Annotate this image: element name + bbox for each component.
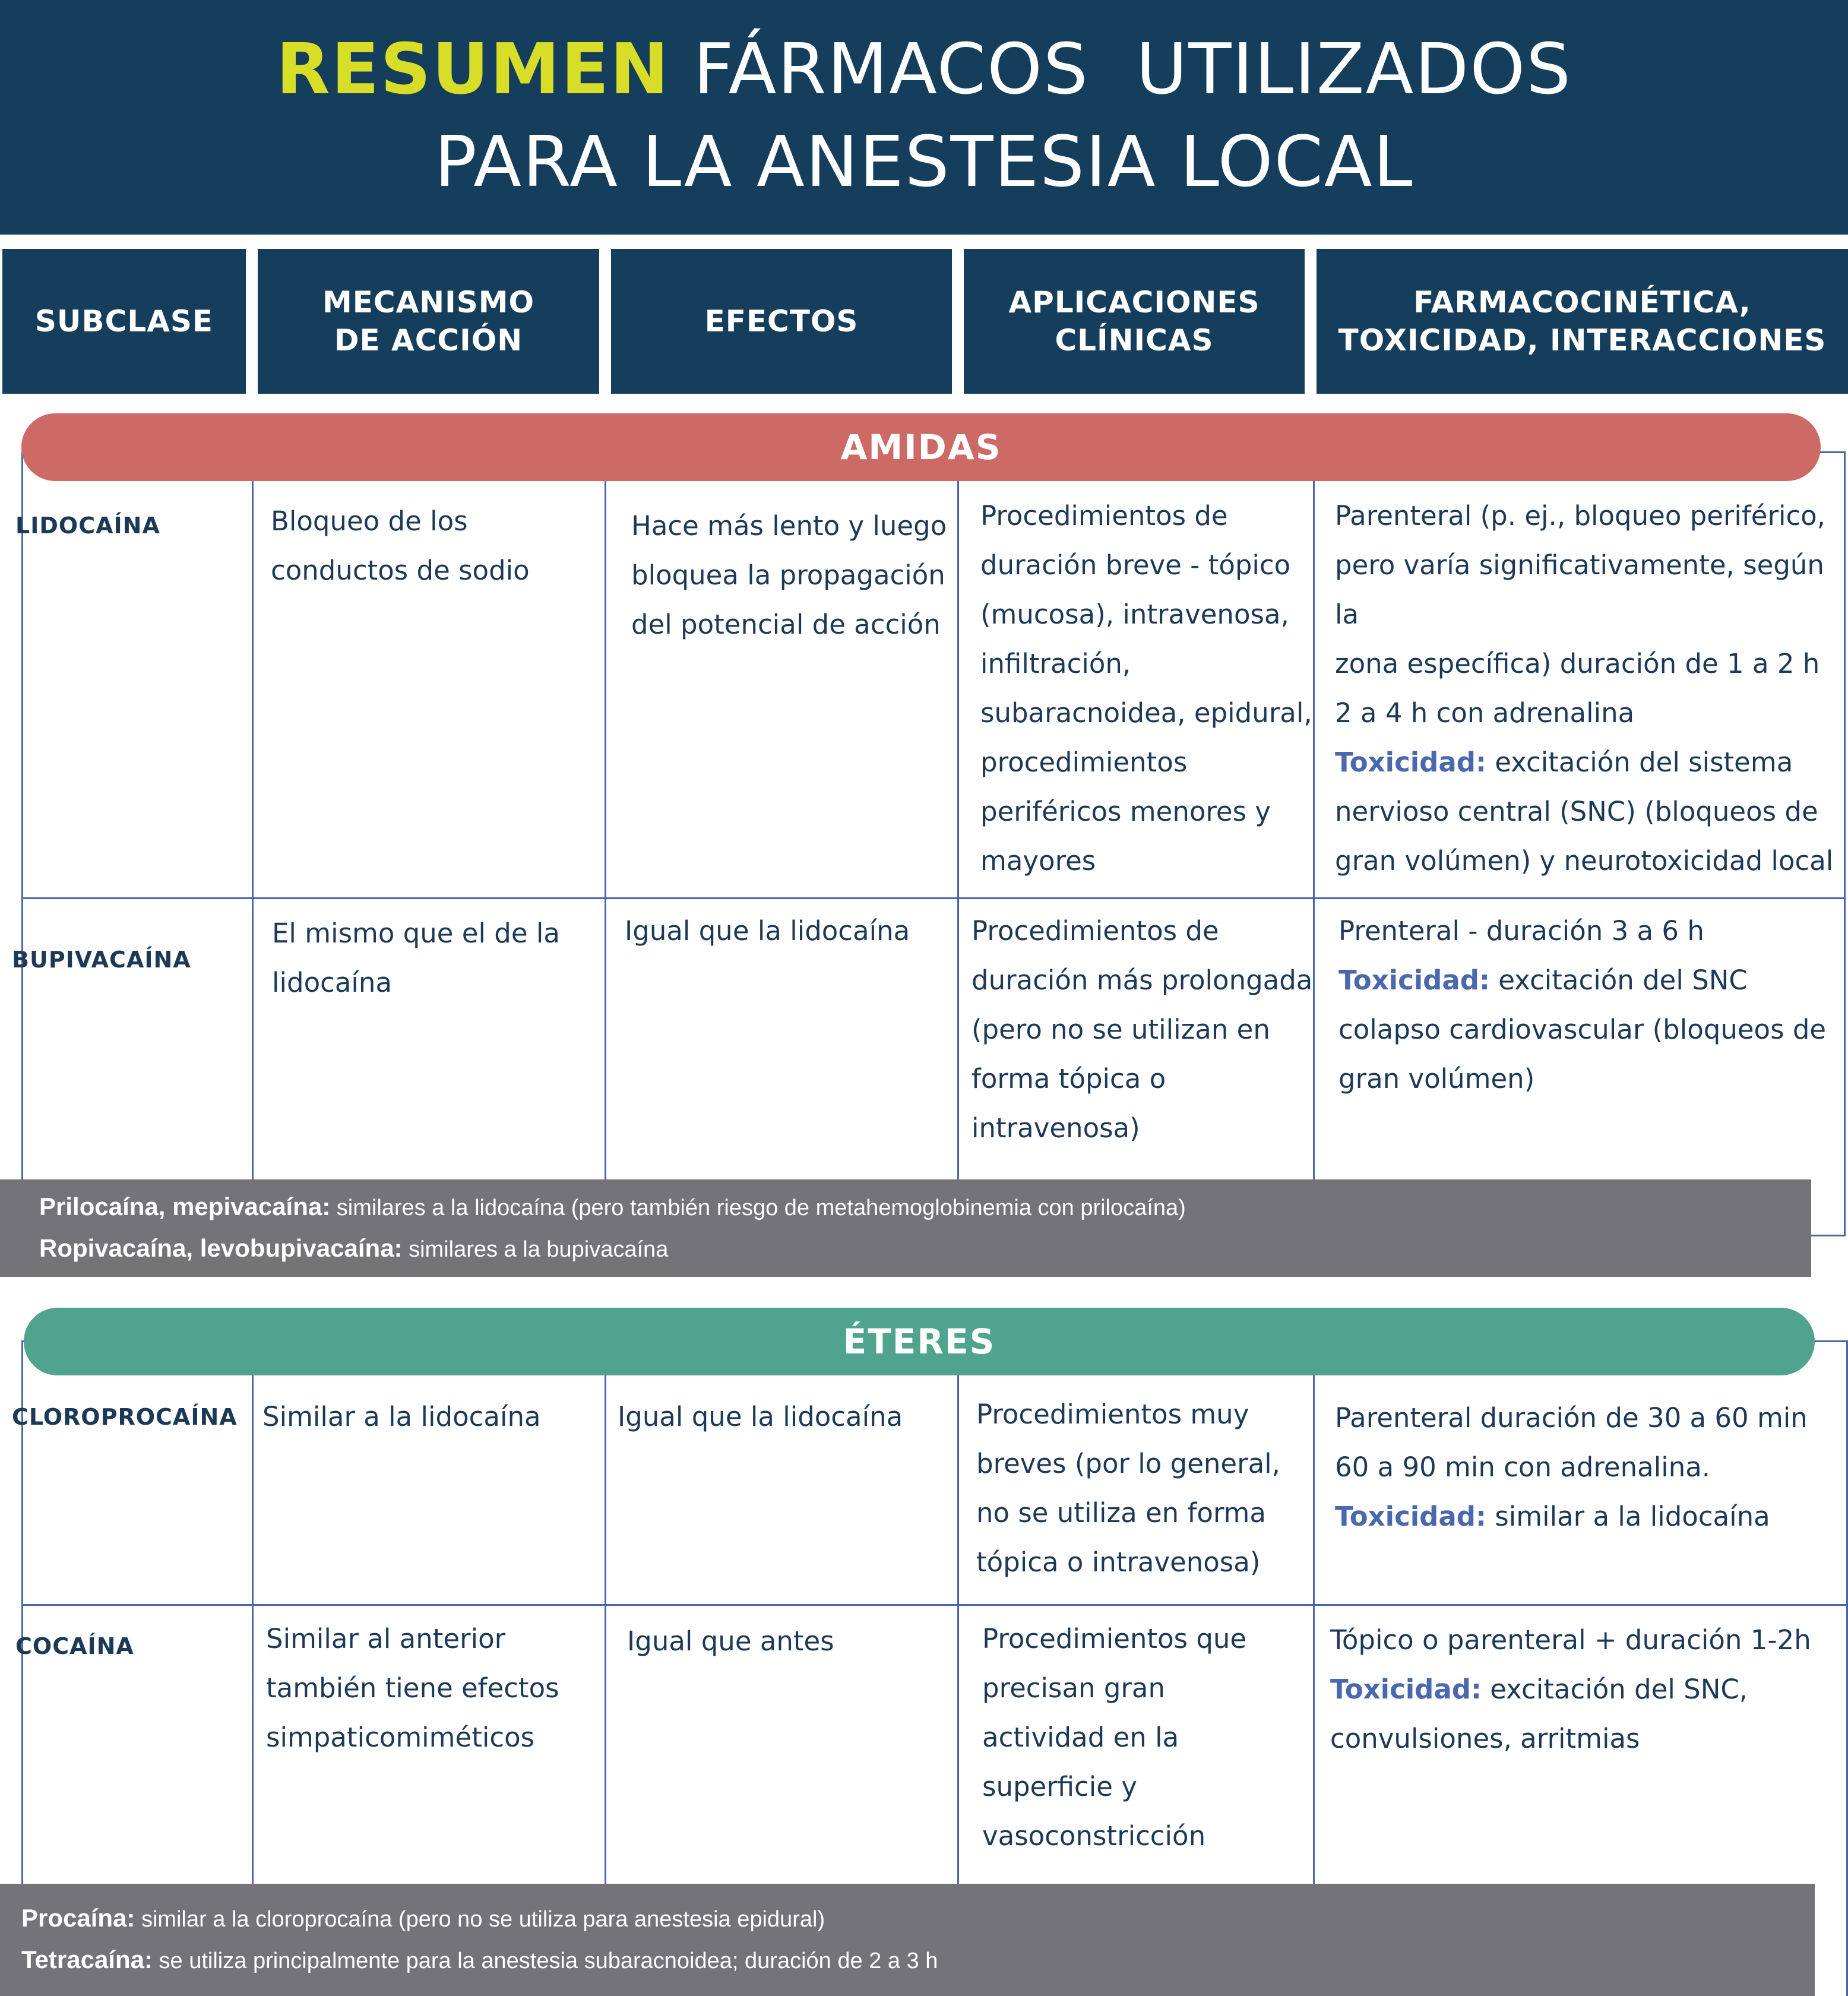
text-line: periféricos menores y	[980, 796, 1271, 827]
text-line: mayores	[980, 845, 1096, 877]
footnote-drug: Ropivacaína, levobupivacaína:	[39, 1234, 403, 1262]
header-efectos	[611, 249, 952, 394]
header-aplicaciones	[964, 249, 1305, 394]
text-line: vasoconstricción	[982, 1820, 1206, 1852]
text-line: nervioso central (SNC) (bloqueos de	[1335, 796, 1818, 827]
text-line: Bloqueo de los	[271, 505, 468, 537]
header-aplicaciones-line-1: APLICACIONES	[1008, 285, 1260, 320]
text-line: Hace más lento y luego	[631, 510, 947, 542]
text-line: Prenteral - duración 3 a 6 h	[1338, 915, 1704, 947]
amidas-divider-2	[605, 479, 606, 1179]
amidas-divider-4	[1313, 479, 1315, 1179]
text-line	[1338, 956, 1826, 1005]
subclase-cloroprocaina: CLOROPROCAÍNA	[12, 1404, 238, 1430]
text-line: simpaticomiméticos	[266, 1722, 535, 1753]
text-line: no se utiliza en forma	[976, 1497, 1266, 1529]
header-farmaco-line-2: TOXICIDAD, INTERACCIONES	[1338, 323, 1827, 358]
footnote-line	[39, 1228, 1811, 1270]
lidocaina-mecanismo	[271, 496, 530, 595]
amidas-row-divider	[21, 897, 1846, 899]
text-line: lidocaína	[272, 967, 393, 998]
text-line: duración breve - tópico	[980, 549, 1291, 581]
text-line: Procedimientos que	[982, 1623, 1247, 1655]
subclase-cocaina: COCAÍNA	[15, 1633, 134, 1659]
eteres-footnote	[0, 1884, 1815, 1996]
text-line: (pero no se utilizan en	[972, 1014, 1270, 1045]
lidocaina-efectos	[631, 501, 947, 649]
toxicidad-text: similar a la lidocaína	[1486, 1501, 1770, 1532]
text-line	[1330, 1665, 1811, 1714]
cloroprocaina-farmacocinetica	[1335, 1393, 1808, 1541]
text-line: subaracnoidea, epidural,	[980, 697, 1312, 729]
text-line: forma tópica o	[972, 1063, 1166, 1095]
text-line: Procedimientos de	[980, 500, 1228, 532]
text-line: 2 a 4 h con adrenalina	[1335, 697, 1635, 729]
footnote-drug: Tetracaína:	[21, 1946, 153, 1973]
footnote-line	[21, 1940, 1815, 1981]
text-line: Similar a la lidocaína	[262, 1401, 541, 1432]
bupivacaina-aplicaciones	[972, 906, 1312, 1153]
toxicidad-text: excitación del sistema	[1486, 746, 1793, 778]
eteres-divider-4	[1313, 1374, 1315, 1884]
footnote-text: similar a la cloroprocaína (pero no se utiliza para anestesia epidural)	[135, 1907, 825, 1932]
text-line: duración más prolongada	[972, 964, 1313, 996]
cloroprocaina-mecanismo	[262, 1392, 541, 1441]
toxicidad-label: Toxicidad:	[1335, 746, 1486, 778]
text-line: actividad en la	[982, 1722, 1179, 1753]
text-line: (mucosa), intravenosa,	[980, 599, 1289, 630]
footnote-line	[39, 1187, 1811, 1228]
eteres-divider-1	[252, 1374, 254, 1884]
header-subclase-label: SUBCLASE	[34, 304, 214, 339]
text-line: El mismo que el de la	[272, 918, 560, 949]
cocaina-efectos	[627, 1617, 834, 1666]
cloroprocaina-efectos	[618, 1392, 903, 1441]
subclase-lidocaina: LIDOCAÍNA	[15, 513, 160, 539]
text-line: Parenteral duración de 30 a 60 min	[1335, 1402, 1808, 1434]
bupivacaina-efectos	[625, 906, 910, 956]
text-line: superficie y	[982, 1771, 1137, 1802]
text-line: intravenosa)	[972, 1112, 1140, 1144]
page-title-line-2: PARA LA ANESTESIA LOCAL	[434, 121, 1414, 203]
amidas-divider-1	[252, 479, 254, 1179]
text-line: Similar al anterior	[266, 1623, 506, 1655]
footnote-text: similares a la lidocaína (pero también riesgo de metahemoglobinemia con prilocaína)	[330, 1195, 1186, 1220]
text-line: convulsiones, arritmias	[1330, 1723, 1640, 1754]
amidas-footnote	[0, 1179, 1811, 1277]
text-line: Igual que antes	[627, 1625, 834, 1657]
text-line: Procedimientos de	[972, 915, 1219, 947]
bupivacaina-mecanismo	[272, 909, 560, 1007]
section-label-amidas: AMIDAS	[21, 413, 1821, 481]
header-farmacocinetica	[1317, 249, 1848, 394]
cocaina-mecanismo	[266, 1614, 559, 1762]
cocaina-aplicaciones	[982, 1614, 1246, 1861]
toxicidad-label: Toxicidad:	[1335, 1501, 1486, 1532]
text-line: pero varía significativamente, según la	[1335, 549, 1824, 630]
title-banner	[0, 0, 1848, 235]
text-line: gran volúmen)	[1338, 1063, 1535, 1095]
eteres-divider-3	[957, 1374, 959, 1884]
text-line: colapso cardiovascular (bloqueos de	[1338, 1014, 1827, 1045]
header-mecanismo-line-1: MECANISMO	[322, 285, 535, 320]
text-line: Igual que la lidocaína	[625, 915, 910, 947]
footnote-drug: Prilocaína, mepivacaína:	[39, 1192, 331, 1220]
subclase-bupivacaina: BUPIVACAÍNA	[12, 947, 191, 973]
cocaina-farmacocinetica	[1330, 1615, 1811, 1763]
text-line: conductos de sodio	[271, 555, 530, 586]
text-line: 60 a 90 min con adrenalina.	[1335, 1451, 1711, 1483]
eteres-row-divider	[21, 1604, 1848, 1606]
footnote-line	[21, 1898, 1815, 1940]
text-line: bloquea la propagación	[631, 559, 945, 591]
text-line: tópica o intravenosa)	[976, 1546, 1261, 1578]
header-mecanismo	[258, 249, 599, 394]
page-title-line-1	[0, 27, 1848, 110]
lidocaina-farmacocinetica	[1335, 491, 1848, 885]
text-line: procedimientos	[980, 746, 1188, 778]
header-efectos-label: EFECTOS	[704, 304, 859, 339]
section-label-eteres: ÉTERES	[24, 1308, 1815, 1375]
header-farmaco-line-1: FARMACOCINÉTICA,	[1413, 285, 1751, 320]
header-subclase	[2, 249, 246, 394]
amidas-divider-3	[957, 479, 959, 1179]
header-aplicaciones-line-2: CLÍNICAS	[1055, 323, 1214, 358]
text-line: breves (por lo general,	[976, 1448, 1280, 1479]
cloroprocaina-aplicaciones	[976, 1390, 1280, 1587]
text-line: gran volúmen) y neurotoxicidad local	[1335, 845, 1834, 877]
footnote-drug: Procaína:	[21, 1904, 135, 1932]
footnote-text: se utiliza principalmente para la anestesia subaracnoidea; duración de 2 a 3 h	[152, 1948, 938, 1973]
title-line-1-rest: FÁRMACOS UTILIZADOS	[693, 28, 1572, 110]
bupivacaina-farmacocinetica	[1338, 906, 1826, 1103]
lidocaina-aplicaciones	[980, 491, 1312, 885]
title-accent: RESUMEN	[276, 28, 670, 110]
text-line: Tópico o parenteral + duración 1-2h	[1330, 1624, 1811, 1656]
toxicidad-label: Toxicidad:	[1330, 1674, 1482, 1705]
footnote-text: similares a la bupivacaína	[402, 1237, 669, 1262]
toxicidad-text: excitación del SNC	[1489, 964, 1748, 996]
text-line: Igual que la lidocaína	[618, 1401, 903, 1432]
text-line: Parenteral (p. ej., bloqueo periférico,	[1335, 500, 1826, 532]
text-line	[1335, 1492, 1808, 1541]
text-line: precisan gran	[982, 1672, 1166, 1704]
text-line: Procedimientos muy	[976, 1399, 1249, 1430]
eteres-divider-2	[605, 1374, 606, 1884]
text-line: zona específica) duración de 1 a 2 h	[1335, 648, 1820, 679]
header-mecanismo-line-2: DE ACCIÓN	[334, 323, 523, 358]
text-line: del potencial de acción	[631, 609, 941, 640]
text-line: infiltración,	[980, 648, 1131, 679]
text-line	[1335, 738, 1848, 787]
toxicidad-label: Toxicidad:	[1338, 964, 1490, 996]
toxicidad-text: excitación del SNC,	[1481, 1674, 1748, 1705]
text-line: también tiene efectos	[266, 1672, 559, 1704]
